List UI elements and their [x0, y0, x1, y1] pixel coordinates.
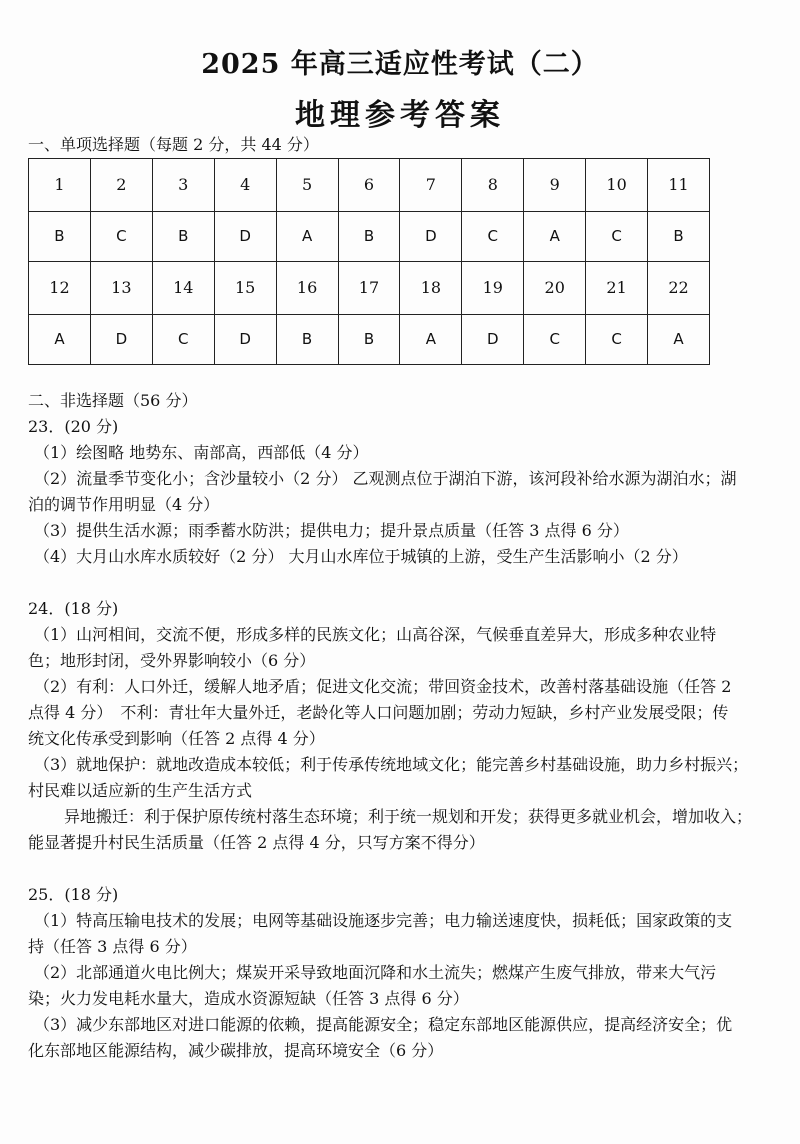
section1-heading: 一、单项选择题（每题 2 分，共 44 分）: [28, 135, 319, 154]
question-number-cell: 6: [338, 159, 400, 212]
answer-cell: A: [648, 314, 710, 364]
answer-cell: B: [29, 211, 91, 261]
answer-cell: D: [462, 314, 524, 364]
q25-line: （2）北部通道火电比例大；煤炭开采导致地面沉降和水土流失；燃煤产生废气排放，带来大气污: [34, 963, 717, 982]
question-number-cell: 5: [276, 159, 338, 212]
question-number-cell: 4: [214, 159, 276, 212]
question-number-cell: 1: [29, 159, 91, 212]
q25-heading: 25．(18 分): [28, 885, 119, 904]
q23-heading: 23．(20 分): [28, 417, 119, 436]
answer-cell: C: [152, 314, 214, 364]
q24-line: 统文化传承受到影响（任答 2 点得 4 分）: [28, 729, 325, 748]
question-number-row: [29, 261, 710, 314]
answer-letter-row: [29, 211, 710, 261]
answer-letter-row: [29, 314, 710, 364]
question-number-cell: 19: [462, 261, 524, 314]
question-number-cell: 16: [276, 261, 338, 314]
answer-cell: C: [90, 211, 152, 261]
question-number-cell: 15: [214, 261, 276, 314]
exam-title: 2025 年高三适应性考试（二）: [201, 49, 599, 80]
q23-line: （1）绘图略 地势东、南部高，西部低（4 分）: [34, 443, 369, 462]
question-number-cell: 17: [338, 261, 400, 314]
answer-cell: D: [400, 211, 462, 261]
q24-line: 能显著提升村民生活质量（任答 2 点得 4 分，只写方案不得分）: [28, 833, 485, 852]
q24-line: 点得 4 分） 不利：青壮年大量外迁，老龄化等人口问题加剧；劳动力短缺，乡村产业发展受限；传: [28, 703, 729, 722]
q23-line: 泊的调节作用明显（4 分）: [28, 495, 220, 514]
question-number-cell: 3: [152, 159, 214, 212]
answer-subtitle: 地理参考答案: [295, 98, 505, 133]
question-number-cell: 8: [462, 159, 524, 212]
q24-line: 村民难以适应新的生产生活方式: [28, 781, 253, 800]
q24-line: （1）山河相间，交流不便，形成多样的民族文化；山高谷深，气候垂直差异大，形成多种农业特: [34, 625, 717, 644]
question-number-cell: 9: [524, 159, 586, 212]
question-number-cell: 10: [586, 159, 648, 212]
q25-line: 持（任答 3 点得 6 分）: [28, 937, 197, 956]
q25-line: （3）减少东部地区对进口能源的依赖，提高能源安全；稳定东部地区能源供应，提高经济安全；优: [34, 1015, 733, 1034]
q24-heading: 24．(18 分): [28, 599, 119, 618]
question-number-cell: 20: [524, 261, 586, 314]
answer-cell: D: [90, 314, 152, 364]
q23-line: （4）大月山水库水质较好（2 分） 大月山水库位于城镇的上游，受生产生活影响小（2 分）: [34, 547, 688, 566]
answer-cell: B: [338, 314, 400, 364]
question-number-cell: 12: [29, 261, 91, 314]
answer-table: [28, 158, 710, 365]
question-number-cell: 7: [400, 159, 462, 212]
answer-cell: C: [586, 211, 648, 261]
section2: [28, 388, 780, 1064]
answer-cell: A: [29, 314, 91, 364]
answer-cell: D: [214, 314, 276, 364]
q23-line: （3）提供生活水源；雨季蓄水防洪；提供电力；提升景点质量（任答 3 点得 6 分）: [34, 521, 629, 540]
answer-cell: B: [648, 211, 710, 261]
question-number-cell: 13: [90, 261, 152, 314]
q23-line: （2）流量季节变化小；含沙量较小（2 分） 乙观测点位于湖泊下游，该河段补给水源为湖泊水；湖: [34, 469, 737, 488]
question-number-row: [29, 159, 710, 212]
answer-cell: C: [524, 314, 586, 364]
answer-cell: B: [338, 211, 400, 261]
answer-cell: B: [276, 314, 338, 364]
question-number-cell: 11: [648, 159, 710, 212]
question-number-cell: 22: [648, 261, 710, 314]
question-number-cell: 2: [90, 159, 152, 212]
answer-cell: A: [276, 211, 338, 261]
q24-line: （2）有利：人口外迁，缓解人地矛盾；促进文化交流；带回资金技术，改善村落基础设施（任答 2: [34, 677, 732, 696]
answer-cell: A: [400, 314, 462, 364]
question-number-cell: 21: [586, 261, 648, 314]
answer-cell: B: [152, 211, 214, 261]
q25-line: （1）特高压输电技术的发展；电网等基础设施逐步完善；电力输送速度快，损耗低；国家政策的支: [34, 911, 733, 930]
answer-cell: A: [524, 211, 586, 261]
q24-line: 色；地形封闭，受外界影响较小（6 分）: [28, 651, 316, 670]
q25-line: 化东部地区能源结构，减少碳排放，提高环境安全（6 分）: [28, 1041, 444, 1060]
question-number-cell: 18: [400, 261, 462, 314]
answer-cell: C: [586, 314, 648, 364]
q25-line: 染；火力发电耗水量大，造成水资源短缺（任答 3 点得 6 分）: [28, 989, 469, 1008]
q24-line: （3）就地保护：就地改造成本较低；利于传承传统地域文化；能完善乡村基础设施，助力乡村振兴；: [34, 755, 749, 774]
question-number-cell: 14: [152, 261, 214, 314]
section2-heading: 二、非选择题（56 分）: [28, 391, 198, 410]
q24-line: 异地搬迁：利于保护原传统村落生态环境；利于统一规划和开发；获得更多就业机会，增加收入；: [64, 807, 753, 826]
answer-cell: C: [462, 211, 524, 261]
answer-cell: D: [214, 211, 276, 261]
